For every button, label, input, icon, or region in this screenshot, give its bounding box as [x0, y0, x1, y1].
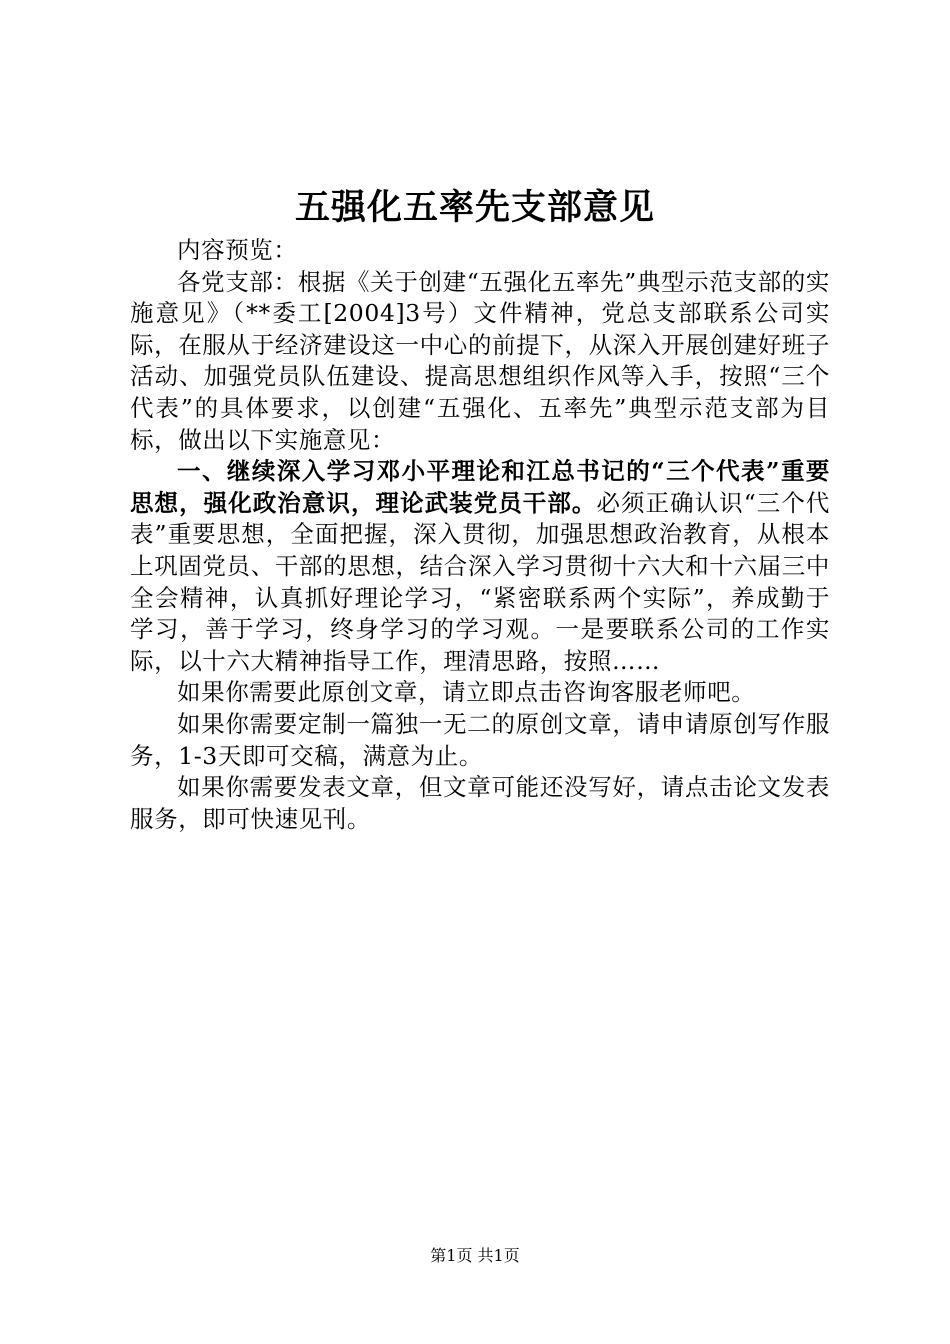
- section-1-paragraph: [130, 456, 830, 677]
- document-body: [130, 235, 830, 835]
- notice-custom-writing: 如果你需要定制一篇独一无二的原创文章，请申请原创写作服务，1-3天即可交稿，满意为止。: [130, 709, 830, 770]
- page-number-footer: 第1页 共1页: [430, 1246, 520, 1265]
- section-1-body: 必须正确认识“三个代表”重要思想，全面把握，深入贯彻，加强思想政治教育，从根本上巩固党员、干部的思想，结合深入学习贯彻十六大和十六届三中全会精神，认真抓好理论学习，“紧密联系两个实际”，养成勤于学习，善于学习，终身学习的学习观。一是要联系公司的工作实际，以十六大精神指导工作，理清思路，按照……: [130, 488, 830, 675]
- preview-label: 内容预览：: [177, 236, 298, 264]
- section-1-heading: 一、继续深入学习邓小平理论和江总书记的“三个代表”重要思想，强化政治意识，理论武装党员干部。: [130, 457, 830, 517]
- intro-paragraph: 各党支部：根据《关于创建“五强化五率先”典型示范支部的实施意见》（**委工[2004]3号）文件精神，党总支部联系公司实际，在服从于经济建设这一中心的前提下，从深入开展创建好班子活动、加强党员队伍建设、提高思想组织作风等入手，按照“三个代表”的具体要求，以创建“五强化、五率先”典型示范支部为目标，做出以下实施意见：: [130, 267, 830, 454]
- notice-consult: 如果你需要此原创文章，请立即点击咨询客服老师吧。: [177, 678, 756, 707]
- document-title: 五强化五率先支部意见: [294, 187, 655, 228]
- notice-publishing: 如果你需要发表文章，但文章可能还没写好，请点击论文发表服务，即可快速见刊。: [130, 773, 830, 833]
